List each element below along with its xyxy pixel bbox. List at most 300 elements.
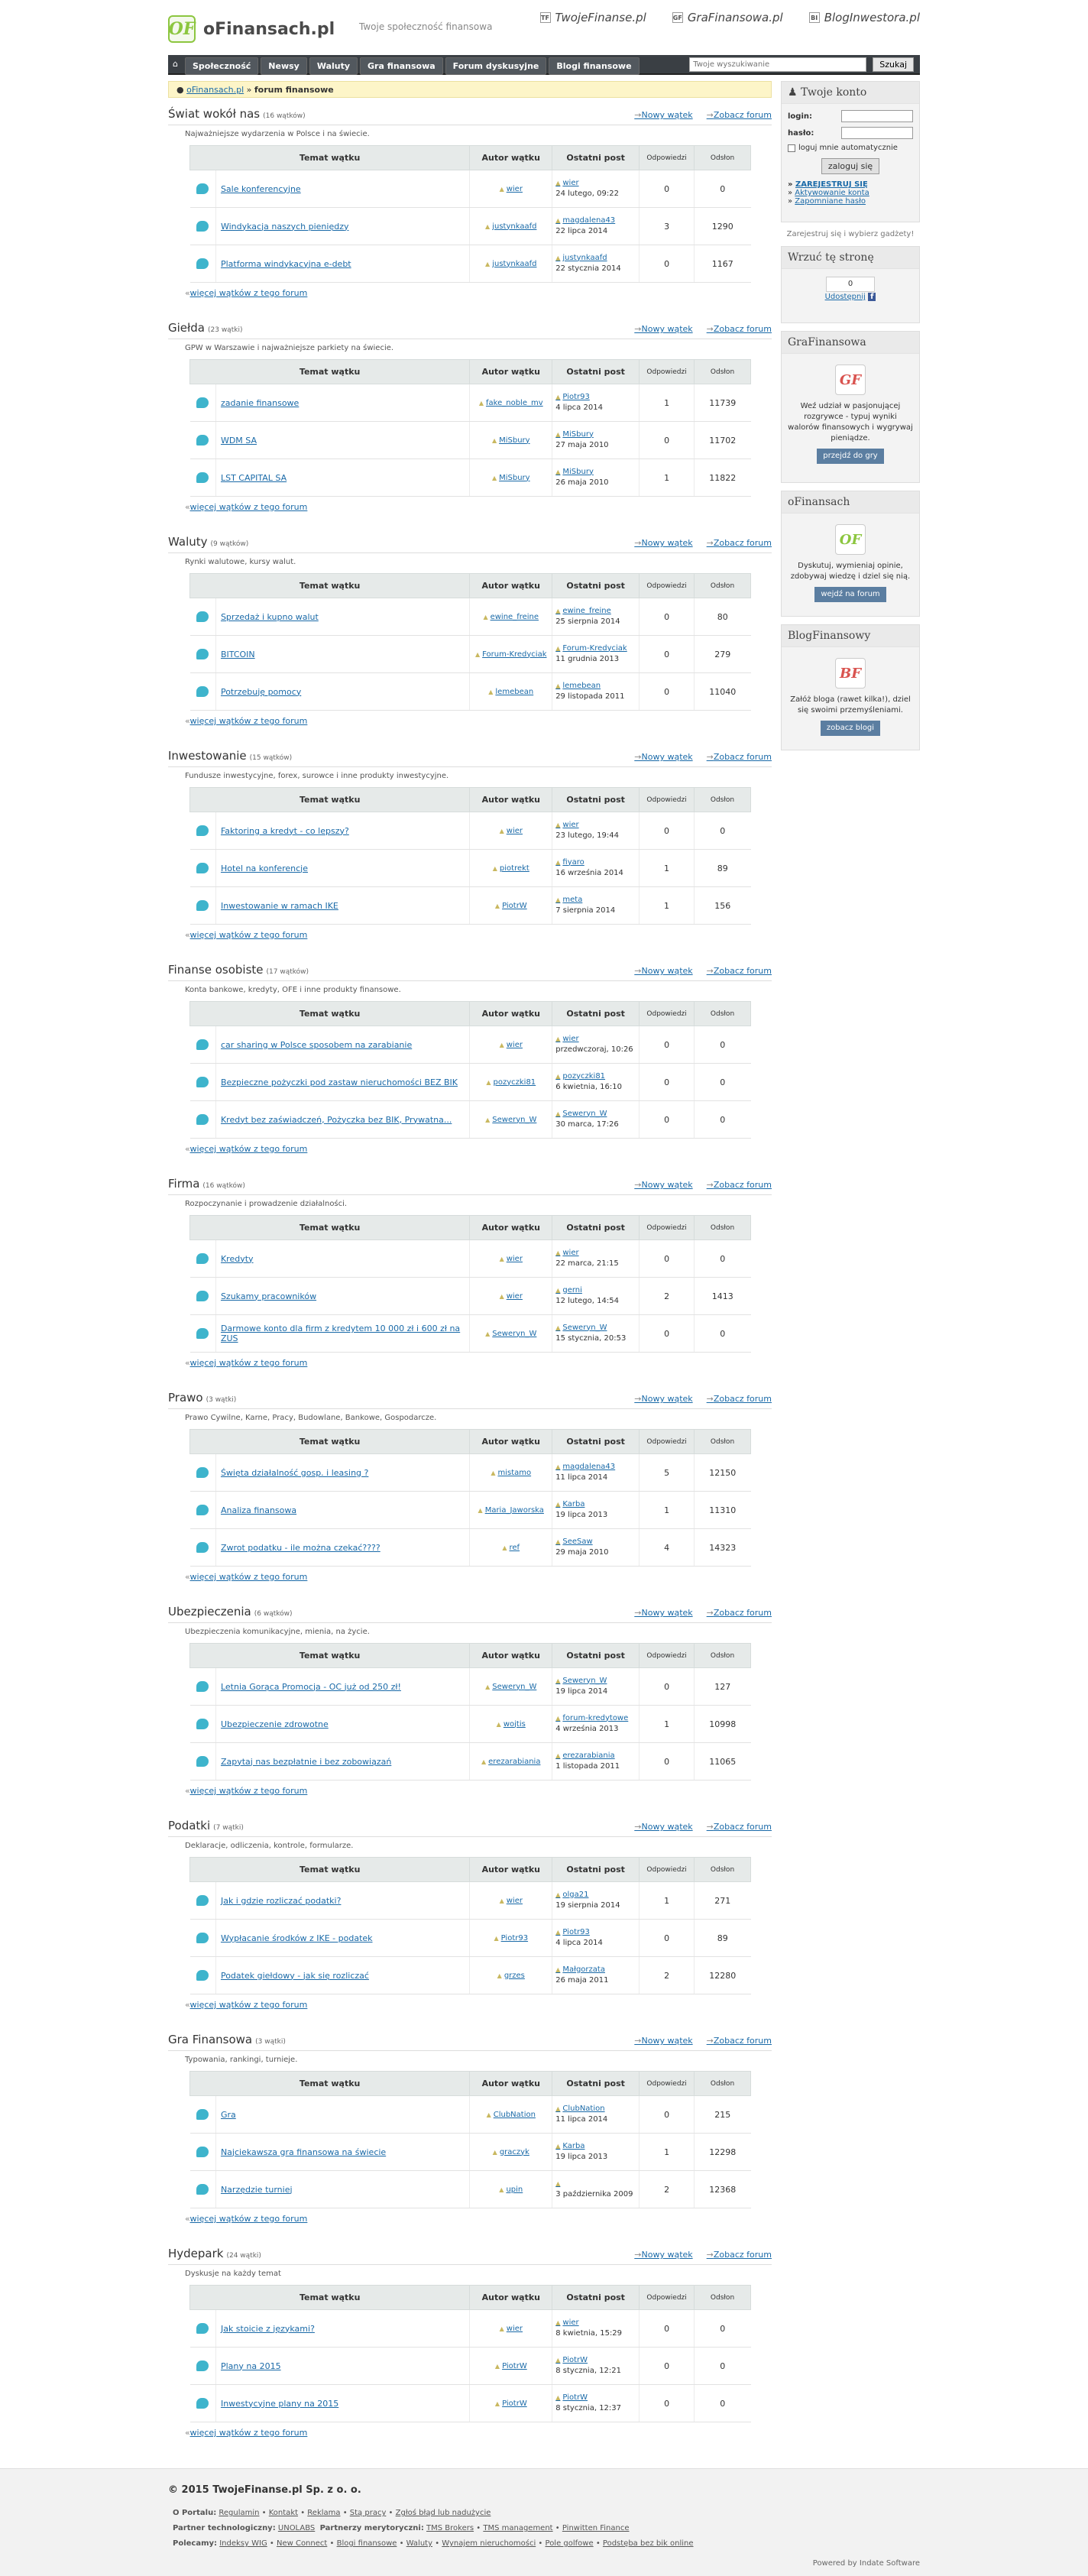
view-forum-link[interactable]: → Zobacz forum (707, 538, 772, 548)
table-row (190, 2385, 751, 2422)
author-cell (470, 170, 552, 208)
col-views: Odsłon (695, 1430, 751, 1454)
last-post-date: 8 stycznia, 12:21 (555, 2367, 622, 2375)
password-label: hasło: (788, 128, 814, 138)
col-views: Odsłon (695, 574, 751, 598)
chat-bubble-icon (196, 2109, 209, 2120)
views-cell: 1290 (695, 208, 751, 245)
facebook-icon[interactable]: f (868, 293, 876, 301)
last-post-user[interactable]: ▲ Małgorzata (555, 1965, 605, 1974)
more-topics-link[interactable]: więcej wątków z tego forum (189, 1358, 308, 1368)
last-post-user[interactable]: ▲ wier (555, 1249, 578, 1257)
last-post-user[interactable]: ▲ ewine_freine (555, 607, 611, 615)
topic-link[interactable]: car sharing w Polsce sposobem na zarabianie (220, 1039, 413, 1050)
topic-link[interactable]: WDM SA (220, 435, 257, 446)
last-post-cell (552, 673, 640, 711)
author-link[interactable]: wojtis (503, 1719, 526, 1729)
author-link[interactable]: wier (506, 1254, 523, 1263)
chat-bubble-icon (196, 1291, 209, 1301)
table-header (190, 1216, 751, 1240)
author-cell (470, 2348, 552, 2385)
search-button[interactable]: Szukaj (873, 57, 914, 72)
last-post-user[interactable]: ▲ gerni (555, 1286, 582, 1294)
last-post-user[interactable]: ▲ olga21 (555, 1891, 588, 1899)
replies-cell: 0 (640, 1101, 695, 1139)
author-cell (470, 208, 552, 245)
author-link[interactable]: grzes (504, 1971, 525, 1980)
forum-title[interactable]: Hydepark (168, 2247, 224, 2260)
topic-link[interactable]: zadanie finansowe (220, 397, 300, 408)
more-topics-link[interactable]: więcej wątków z tego forum (189, 2428, 308, 2438)
new-topic-link[interactable]: → Nowy wątek (634, 1822, 692, 1832)
author-link[interactable]: wier (506, 1896, 523, 1905)
author-link[interactable]: MiSbury (499, 436, 530, 445)
author-link[interactable]: ewine_freine (490, 612, 539, 621)
table-row (190, 598, 751, 636)
forum-title[interactable]: Prawo (168, 1391, 203, 1405)
chat-bubble-icon (196, 611, 209, 622)
footer-link[interactable]: Regulamin (219, 2509, 260, 2517)
forum-description: Fundusze inwestycyjne, forex, surowce i inne produkty inwestycyjne. (185, 772, 449, 780)
col-replies: Odpowiedzi (640, 146, 695, 170)
chat-bubble-icon (196, 221, 209, 232)
more-topics-link[interactable]: więcej wątków z tego forum (189, 1786, 308, 1796)
replies-cell: 5 (640, 1454, 695, 1492)
topic-link[interactable]: Plany na 2015 (220, 2361, 281, 2371)
table-row (190, 2096, 751, 2134)
new-topic-link[interactable]: → Nowy wątek (634, 1608, 692, 1618)
author-cell (470, 2096, 552, 2134)
author-link[interactable]: lemebean (495, 687, 534, 696)
replies-cell: 0 (640, 2310, 695, 2348)
topic-link[interactable]: Faktoring a kredyt - co lepszy? (220, 825, 349, 836)
topics-table (189, 573, 751, 711)
last-post-user[interactable]: ▲ Piotr93 (555, 393, 590, 401)
new-topic-link[interactable]: → Nowy wątek (634, 2036, 692, 2046)
views-cell: 89 (695, 1920, 751, 1957)
author-link[interactable]: piotrekt (499, 864, 529, 873)
footer-link[interactable]: Pole golfowe (545, 2539, 594, 2548)
last-post-user[interactable]: ▲ Piotr93 (555, 1928, 590, 1936)
topic-cell (215, 673, 469, 711)
col-replies: Odpowiedzi (640, 360, 695, 384)
footer-link[interactable]: Podstęba bez bik online (602, 2539, 694, 2548)
forum-title[interactable]: Ubezpieczenia (168, 1605, 251, 1619)
last-post-cell (552, 2310, 640, 2348)
forum-title[interactable]: Świat wokół nas (168, 107, 261, 121)
last-post-cell (552, 1743, 640, 1781)
table-row (190, 2348, 751, 2385)
last-post-user[interactable]: ▲ wier (555, 2318, 578, 2327)
views-cell: 0 (695, 1026, 751, 1064)
forum-title[interactable]: Inwestowanie (168, 749, 247, 763)
login-button[interactable]: zaloguj się (821, 158, 879, 174)
topic-link[interactable]: Analiza finansowa (220, 1505, 297, 1515)
views-cell: 0 (695, 1240, 751, 1278)
author-link[interactable]: PiotrW (502, 2361, 527, 2370)
topic-link[interactable]: Inwestycyjne plany na 2015 (220, 2398, 339, 2409)
breadcrumb-icon: ● (176, 85, 187, 95)
table-row (190, 1101, 751, 1139)
nav-item[interactable]: Społeczność (185, 57, 258, 75)
col-topic: Temat wątku (190, 146, 470, 170)
author-link[interactable]: upin (506, 2185, 523, 2194)
replies-cell: 0 (640, 2385, 695, 2422)
new-topic-link[interactable]: → Nowy wątek (634, 1180, 692, 1190)
login-input[interactable] (841, 110, 913, 122)
chat-bubble-icon (196, 1681, 209, 1692)
last-post-user[interactable]: ▲ wier (555, 1035, 578, 1043)
col-topic: Temat wątku (190, 2286, 470, 2310)
forum-title[interactable]: Waluty (168, 535, 208, 549)
last-post-cell (552, 636, 640, 673)
view-forum-link[interactable]: → Zobacz forum (707, 1180, 772, 1190)
topic-link[interactable]: Inwestowanie w ramach IKE (220, 900, 338, 911)
last-post-cell (552, 598, 640, 636)
author-link[interactable]: wier (506, 2324, 523, 2333)
footer-link[interactable]: TMS Brokers (426, 2524, 474, 2532)
table-header (190, 360, 751, 384)
last-post-cell (552, 2348, 640, 2385)
footer-link[interactable]: Reklama (307, 2509, 341, 2517)
view-forum-link[interactable]: → Zobacz forum (707, 966, 772, 976)
col-topic: Temat wątku (190, 574, 470, 598)
search-input[interactable] (689, 57, 866, 72)
last-post-user[interactable]: ▲ ClubNation (555, 2105, 604, 2113)
more-topics-link[interactable]: więcej wątków z tego forum (189, 716, 308, 726)
col-last-post: Ostatni post (552, 146, 640, 170)
new-topic-link[interactable]: → Nowy wątek (634, 538, 692, 548)
topic-link[interactable]: Platforma windykacyjna e-debt (220, 258, 351, 269)
nav-item[interactable]: Newsy (261, 57, 307, 75)
chat-bubble-icon (196, 472, 209, 483)
main-nav (168, 55, 920, 75)
author-link[interactable]: Maria_Jaworska (484, 1505, 544, 1515)
col-replies: Odpowiedzi (640, 1858, 695, 1882)
author-link[interactable]: justynkaafd (492, 222, 537, 231)
last-post-date: 4 lipca 2014 (555, 403, 603, 412)
replies-cell: 0 (640, 598, 695, 636)
topic-link[interactable]: Gra (220, 2109, 236, 2120)
topic-link[interactable]: Zwrot podatku - ile można czekać???? (220, 1542, 380, 1553)
chat-bubble-icon (196, 1895, 209, 1906)
last-post-user[interactable]: ▲ fiyaro (555, 858, 584, 867)
last-post-cell (552, 459, 640, 497)
forum-section (168, 963, 772, 1177)
topic-link[interactable]: BITCOIN (220, 649, 255, 659)
view-forum-link[interactable]: → Zobacz forum (707, 752, 772, 762)
replies-cell: 0 (640, 636, 695, 673)
replies-cell: 0 (640, 1668, 695, 1706)
footer-link[interactable]: TMS management (483, 2524, 553, 2532)
views-cell: 11040 (695, 673, 751, 711)
author-link[interactable]: mistamo (497, 1468, 532, 1477)
last-post-user[interactable]: ▲ magdalena43 (555, 216, 615, 225)
topics-table (189, 787, 751, 925)
author-cell (470, 2385, 552, 2422)
author-link[interactable]: Seweryn_W (492, 1682, 537, 1691)
topic-icon-cell (190, 636, 216, 673)
chat-bubble-icon (196, 649, 209, 659)
activate-link[interactable]: Aktywowanie konta (795, 189, 869, 197)
topic-icon-cell (190, 459, 216, 497)
author-link[interactable]: MiSbury (499, 473, 530, 482)
last-post-user[interactable]: ▲ Seweryn_W (555, 1324, 607, 1332)
topic-link[interactable]: Ubezpieczenie zdrowotne (220, 1719, 329, 1729)
author-link[interactable]: graczyk (499, 2147, 529, 2156)
last-post-date: 27 maja 2010 (555, 441, 609, 449)
ofinansach-button[interactable]: wejdź na forum (814, 587, 886, 602)
partner-grafinansowa[interactable] (672, 11, 783, 24)
nav-item[interactable]: Blogi finansowe (549, 57, 639, 75)
account-title (782, 82, 919, 104)
topic-link[interactable]: Kredyty (220, 1253, 254, 1264)
more-topics-link[interactable]: więcej wątków z tego forum (189, 502, 308, 512)
views-cell: 12150 (695, 1454, 751, 1492)
author-link[interactable]: ClubNation (493, 2110, 536, 2119)
author-cell (470, 384, 552, 422)
footer-link[interactable]: Stą pracy (349, 2509, 387, 2517)
new-topic-link[interactable]: → Nowy wątek (634, 324, 692, 334)
topic-cell (215, 1492, 469, 1529)
topic-link[interactable]: Sprzedaż i kupno walut (220, 611, 319, 622)
table-row (190, 2134, 751, 2171)
view-forum-link[interactable]: → Zobacz forum (707, 1822, 772, 1832)
new-topic-link[interactable]: → Nowy wątek (634, 966, 692, 976)
copyright: © 2015 TwojeFinanse.pl Sp. z o. o. (168, 2484, 361, 2496)
author-cell (470, 850, 552, 887)
site-tagline: Twoje społeczność finansowa (359, 21, 493, 32)
topic-link[interactable]: Letnia Gorąca Promocja - OC już od 250 zł! (220, 1681, 401, 1692)
forum-topic-count: (3 wątki) (255, 2038, 286, 2046)
footer-link[interactable]: New Connect (276, 2539, 328, 2548)
more-topics-link[interactable]: więcej wątków z tego forum (189, 1144, 308, 1154)
forum-header (168, 107, 772, 125)
topic-link[interactable]: Narzędzie turniej (220, 2184, 293, 2195)
last-post-user[interactable]: ▲ magdalena43 (555, 1463, 615, 1471)
views-cell: 14323 (695, 1529, 751, 1567)
footer-link[interactable]: Kontakt (268, 2509, 299, 2517)
last-post-user[interactable]: ▲ SeeSaw (555, 1537, 592, 1546)
author-link[interactable]: wier (506, 184, 523, 193)
partner-bloginwestora[interactable] (809, 11, 920, 24)
topic-icon-cell (190, 1454, 216, 1492)
topic-link[interactable]: Jak stoicie z językami? (220, 2323, 315, 2334)
share-button[interactable]: Udostępnij (824, 293, 866, 301)
forum-topic-count: (16 wątków) (202, 1182, 245, 1190)
nav-item[interactable]: Forum dyskusyjne (445, 57, 547, 75)
last-post-cell (552, 384, 640, 422)
new-topic-link[interactable]: → Nowy wątek (634, 752, 692, 762)
author-link[interactable]: wier (506, 1040, 523, 1049)
last-post-user[interactable]: ▲ lemebean (555, 682, 601, 690)
breadcrumb-home[interactable]: oFinansach.pl (186, 85, 244, 95)
table-row (190, 459, 751, 497)
topic-link[interactable]: Wypłacanie środków z IKE - podatek (220, 1933, 373, 1943)
footer-label: O Portalu: (173, 2509, 217, 2517)
col-last-post: Ostatni post (552, 1002, 640, 1026)
last-post-user[interactable]: ▲ MiSbury (555, 468, 594, 476)
view-forum-link[interactable]: → Zobacz forum (707, 2250, 772, 2260)
new-topic-link[interactable]: → Nowy wątek (634, 2250, 692, 2260)
chat-bubble-icon (196, 435, 209, 446)
last-post-user[interactable]: ▲ wier (555, 821, 578, 829)
last-post-user[interactable] (555, 2179, 562, 2188)
author-link[interactable]: wier (506, 1291, 523, 1301)
table-row (190, 673, 751, 711)
more-topics-link[interactable]: więcej wątków z tego forum (189, 1572, 308, 1582)
forum-title[interactable]: Giełda (168, 321, 205, 335)
topic-link[interactable]: Potrzebuję pomocy (220, 686, 302, 697)
topic-cell (215, 1529, 469, 1567)
forum-actions (634, 1608, 772, 1618)
last-post-user[interactable]: ▲ Karba (555, 2142, 584, 2150)
forum-section (168, 1605, 772, 1819)
topic-link[interactable]: Najciekawsza gra finansowa na świecie (220, 2147, 387, 2157)
last-post-user[interactable]: ▲ MiSbury (555, 430, 594, 439)
author-link[interactable]: pozyczki81 (493, 1077, 536, 1087)
author-link[interactable]: wier (506, 826, 523, 835)
last-post-user[interactable]: ▲ forum-kredytowe (555, 1714, 628, 1722)
last-post-user[interactable]: ▲ PiotrW (555, 2393, 588, 2402)
new-topic-link[interactable]: → Nowy wątek (634, 1394, 692, 1404)
gra-button[interactable]: przejdź do gry (817, 449, 883, 464)
footer-link[interactable]: Indeksy WIG (219, 2539, 267, 2548)
topic-link[interactable]: Sale konferencyjne (220, 183, 301, 194)
topic-icon-cell (190, 1920, 216, 1957)
more-topics-link[interactable]: więcej wątków z tego forum (189, 2000, 308, 2010)
nav-item[interactable]: Gra finansowa (360, 57, 443, 75)
remember-checkbox[interactable] (788, 144, 795, 152)
more-topics-link[interactable]: więcej wątków z tego forum (189, 930, 308, 940)
footer-link[interactable]: Zgłoś błąd lub nadużycie (395, 2509, 491, 2517)
footer-link[interactable]: UNOLABS (277, 2524, 316, 2532)
author-link[interactable]: erezarabiania (488, 1757, 541, 1766)
replies-cell: 2 (640, 1278, 695, 1315)
forgot-password-link[interactable]: Zapomniane hasło (795, 197, 866, 206)
topic-link[interactable]: Święta działalność gosp. i leasing ? (220, 1467, 369, 1478)
col-author: Autor wątku (470, 146, 552, 170)
register-link[interactable]: ZAREJESTRUJ SIĘ (795, 180, 868, 189)
last-post-user[interactable]: ▲ wier (555, 179, 578, 187)
password-input[interactable] (841, 127, 913, 139)
footer-link[interactable]: Waluty (406, 2539, 433, 2548)
table-row (190, 2310, 751, 2348)
col-views: Odsłon (695, 1644, 751, 1668)
author-cell (470, 2171, 552, 2208)
footer-link[interactable]: Wynajem nieruchomości (442, 2539, 536, 2548)
footer-link[interactable]: Pinwitten Finance (562, 2524, 630, 2532)
topic-icon-cell (190, 2385, 216, 2422)
topics-table (189, 145, 751, 283)
site-logo[interactable] (168, 15, 335, 43)
last-post-user[interactable]: ▲ Forum-Kredyciak (555, 644, 627, 653)
blog-box (781, 624, 920, 750)
author-link[interactable]: Seweryn_W (492, 1115, 537, 1124)
topics-table (189, 1857, 751, 1994)
last-post-user[interactable]: ▲ PiotrW (555, 2356, 588, 2364)
topic-link[interactable]: Bezpieczne pożyczki pod zastaw nieruchomości BEZ BIK (220, 1077, 458, 1087)
last-post-user[interactable]: ▲ Seweryn_W (555, 1677, 607, 1685)
author-link[interactable]: Seweryn_W (492, 1329, 537, 1338)
last-post-user[interactable]: ▲ pozyczki81 (555, 1072, 605, 1081)
blog-button[interactable]: zobacz blogi (821, 721, 880, 736)
author-link[interactable]: ref (509, 1543, 520, 1552)
topic-link[interactable]: Windykacja naszych pieniędzy (220, 221, 349, 232)
topic-link[interactable]: LST CAPITAL SA (220, 472, 287, 483)
author-cell (470, 812, 552, 850)
chat-bubble-icon (196, 2147, 209, 2157)
topic-link[interactable]: Podatek giełdowy - jak się rozliczać (220, 1970, 369, 1981)
author-cell (470, 1668, 552, 1706)
replies-cell: 1 (640, 1706, 695, 1743)
breadcrumb: ● oFinansach.pl » forum finansowe (168, 81, 772, 98)
topic-icon-cell (190, 1529, 216, 1567)
author-link[interactable]: PiotrW (502, 901, 527, 910)
topic-link[interactable]: Szukamy pracowników (220, 1291, 317, 1301)
topic-link[interactable]: Kredyt bez zaświadczeń, Pożyczka bez BIK, Prywatna... (220, 1114, 452, 1125)
home-icon[interactable]: ⌂ (173, 59, 178, 69)
forum-description: Ubezpieczenia komunikacyjne, mienia, na życie. (185, 1628, 370, 1636)
col-author: Autor wątku (470, 574, 552, 598)
views-cell: 12368 (695, 2171, 751, 2208)
last-post-user[interactable]: ▲ erezarabiania (555, 1751, 614, 1760)
views-cell: 127 (695, 1668, 751, 1706)
new-topic-link[interactable]: → Nowy wątek (634, 110, 692, 120)
topic-icon-cell (190, 1026, 216, 1064)
topics-table (189, 1001, 751, 1139)
register-note: Zarejestruj się i wybierz gadżety! (786, 230, 915, 238)
author-link[interactable]: PiotrW (502, 2399, 527, 2408)
topic-link[interactable]: Jak i gdzie rozliczać podatki? (220, 1895, 342, 1906)
footer-link[interactable]: Blogi finansowe (336, 2539, 397, 2548)
user-icon: ♟ (788, 86, 801, 99)
author-link[interactable]: fake_noble_mv (486, 398, 543, 407)
forum-title[interactable]: Finanse osobiste (168, 963, 264, 977)
view-forum-link[interactable]: → Zobacz forum (707, 110, 772, 120)
col-topic: Temat wątku (190, 2072, 470, 2096)
forum-title[interactable]: Gra Finansowa (168, 2033, 253, 2046)
author-link[interactable]: Piotr93 (500, 1933, 529, 1943)
nav-item[interactable]: Waluty (309, 57, 358, 75)
last-post-cell (552, 2096, 640, 2134)
partner-twojefinanse[interactable] (540, 11, 646, 24)
last-post-user[interactable]: ▲ Seweryn_W (555, 1110, 607, 1118)
forum-title[interactable]: Firma (168, 1177, 200, 1191)
last-post-user[interactable]: ▲ justynkaafd (555, 254, 607, 262)
topic-icon-cell (190, 850, 216, 887)
topic-link[interactable]: Zapytaj nas bezpłatnie i bez zobowiązań (220, 1756, 392, 1767)
view-forum-link[interactable]: → Zobacz forum (707, 324, 772, 334)
last-post-user[interactable]: ▲ Karba (555, 1500, 584, 1508)
forum-topic-count: (16 wątków) (263, 112, 306, 120)
topic-link[interactable]: Hotel na konferencje (220, 863, 309, 873)
more-topics-link[interactable]: więcej wątków z tego forum (189, 2214, 308, 2224)
forum-title[interactable]: Podatki (168, 1819, 211, 1832)
table-row (190, 1026, 751, 1064)
view-forum-link[interactable]: → Zobacz forum (707, 2036, 772, 2046)
topic-cell (215, 170, 469, 208)
topic-link[interactable]: Darmowe konto dla firm z kredytem 10 000 zł i 600 zł na ZUS (220, 1324, 461, 1343)
breadcrumb-current: forum finansowe (254, 85, 334, 95)
more-topics-link[interactable]: więcej wątków z tego forum (189, 288, 308, 298)
author-link[interactable]: Forum-Kredyciak (482, 650, 547, 659)
author-link[interactable]: justynkaafd (492, 259, 537, 268)
view-forum-link[interactable]: → Zobacz forum (707, 1394, 772, 1404)
view-forum-link[interactable]: → Zobacz forum (707, 1608, 772, 1618)
last-post-user[interactable]: ▲ meta (555, 896, 582, 904)
topic-cell (215, 1706, 469, 1743)
